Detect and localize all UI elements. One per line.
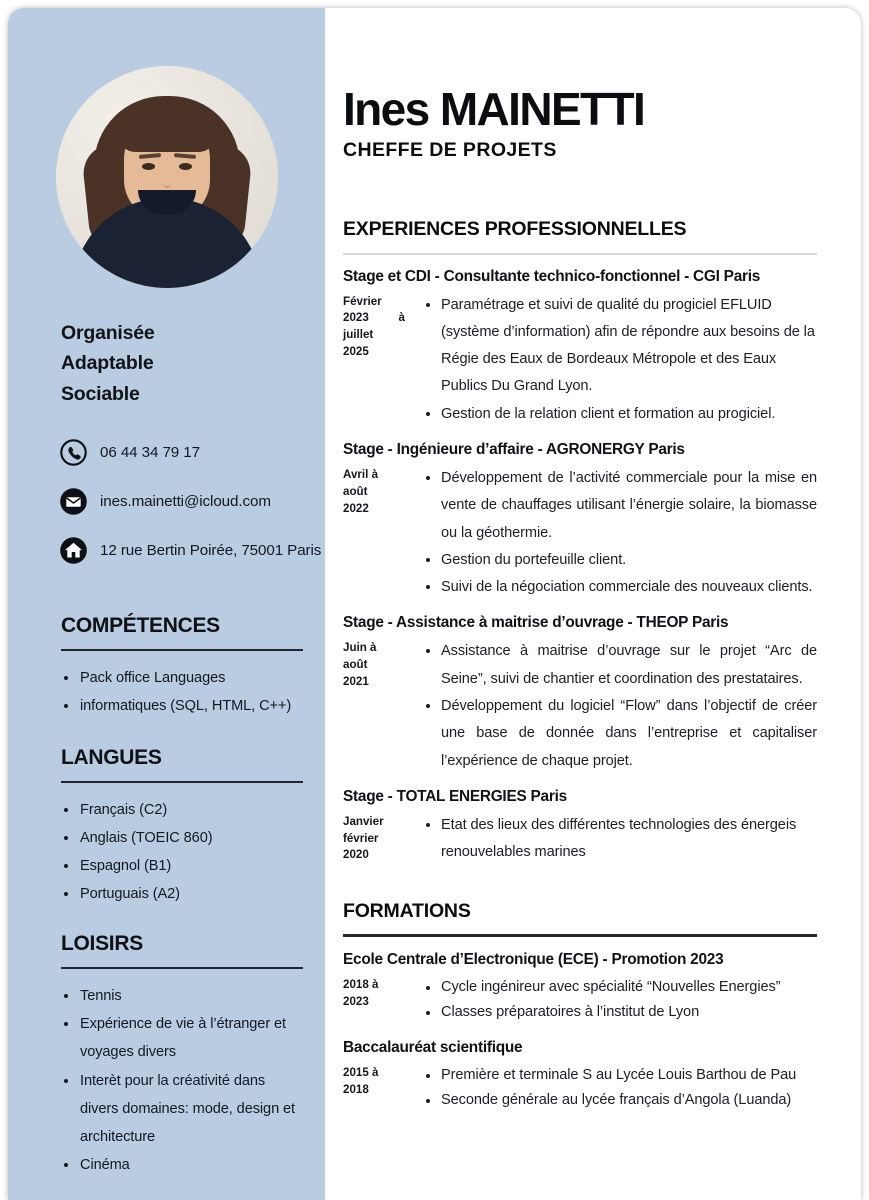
duty-item: Développement de l’activité commerciale pour la mise en vente de chauffages utilisant l’énergie solaire, la biomasse ou la géothermie.	[423, 465, 817, 547]
list-item: Cinéma	[61, 1151, 303, 1179]
job-dates	[343, 638, 405, 774]
date-line: juillet	[343, 328, 374, 342]
list-item: Interèt pour la créativité dans divers domaines: mode, design et architecture	[61, 1067, 303, 1151]
list-item: Pack office Languages	[61, 664, 303, 692]
phone-icon	[60, 439, 87, 466]
duty-item: Etat des lieux des différentes technologies des énergeis renouvelables marines	[423, 812, 817, 867]
date-line: 2023	[343, 994, 369, 1008]
duty-item: Développement du logiciel “Flow” dans l’objectif de créer une base de donnée dans l’entreprise et capitaliser l’expérience de chaque projet.	[423, 693, 817, 775]
formation-divider	[343, 934, 817, 936]
date-line: Juin à	[343, 641, 377, 655]
education-items	[405, 1063, 817, 1113]
section-title: LOISIRS	[61, 932, 143, 956]
job-dates	[343, 812, 405, 867]
experience-heading: EXPERIENCES PROFESSIONNELLES	[343, 218, 687, 240]
date-line: Février	[343, 294, 382, 308]
contact-phone[interactable]	[60, 439, 325, 466]
photo-fringe	[119, 110, 215, 152]
contact-list	[8, 439, 325, 564]
duty-item: Suivi de la négociation commerciale des nouveaux clients.	[423, 574, 817, 601]
date-line: août	[343, 658, 368, 672]
section-title: LANGUES	[61, 745, 162, 769]
photo-nose	[163, 176, 171, 188]
experience-item	[343, 788, 817, 867]
photo-eye-left	[142, 163, 155, 170]
section-divider	[61, 649, 303, 651]
date-line: 2020	[343, 848, 369, 862]
date-line: 2018	[343, 1082, 369, 1096]
job-duties	[405, 638, 817, 774]
education-detail: Classes préparatoires à l’institut de Lyon	[423, 1000, 817, 1025]
list-item: Tennis	[61, 982, 303, 1010]
first-name: Ines	[343, 83, 440, 135]
main-content	[325, 8, 861, 1200]
phone-value: 06 44 34 79 17	[100, 444, 200, 462]
envelope-icon	[60, 488, 87, 515]
education-dates	[343, 1063, 405, 1113]
email-value: ines.mainetti@icloud.com	[100, 493, 271, 511]
home-icon	[60, 537, 87, 564]
section-loisirs	[8, 932, 325, 1179]
experience-item	[343, 268, 817, 428]
education-item	[343, 1039, 817, 1113]
langues-list	[61, 796, 303, 909]
duty-item: Gestion de la relation client et formation au progiciel.	[423, 401, 817, 428]
job-title: Stage - Assistance à maitrise d’ouvrage - THEOP Paris	[343, 614, 729, 632]
duty-item: Paramétrage et suivi de qualité du progiciel EFLUID (système d’information) afin de répondre aux besoins de la Régie des Eaux de Bordeaux Métropole et des Eaux Publics Du Grand Lyon.	[423, 292, 817, 401]
job-role: CHEFFE DE PROJETS	[343, 139, 557, 161]
section-competences	[8, 614, 325, 720]
list-item: Espagnol (B1)	[61, 852, 303, 880]
job-title: Stage et CDI - Consultante technico-fonctionnel - CGI Paris	[343, 267, 761, 285]
date-line: 2021	[343, 675, 369, 688]
list-item: Expérience de vie à l’étranger et voyages divers	[61, 1010, 303, 1066]
formation-section	[343, 900, 817, 1113]
sidebar	[8, 8, 325, 1200]
date-line: 2023 à	[343, 311, 405, 325]
date-line: Janvier	[343, 814, 384, 828]
job-title: Stage - Ingénieure d’affaire - AGRONERGY Paris	[343, 441, 685, 458]
experience-section	[343, 218, 817, 866]
contact-address[interactable]	[60, 537, 325, 564]
job-duties	[405, 812, 817, 867]
education-items	[405, 975, 817, 1025]
education-detail: Cycle ingénireur avec spécialité “Nouvelles Energies”	[423, 975, 817, 1000]
list-item: Anglais (TOEIC 860)	[61, 824, 303, 852]
education-dates	[343, 975, 405, 1025]
date-line: février	[343, 831, 379, 845]
experience-divider	[343, 253, 817, 255]
job-dates	[343, 465, 405, 601]
contact-email[interactable]	[60, 488, 325, 515]
date-line: Avril à	[343, 468, 379, 481]
address-value: 12 rue Bertin Poirée, 75001 Paris	[100, 542, 322, 560]
experience-item	[343, 614, 817, 774]
last-name: MAINETTI	[439, 83, 645, 135]
trait-item: Sociable	[61, 382, 140, 405]
competences-list	[61, 664, 303, 720]
education-detail: Seconde générale au lycée français d’Angola (Luanda)	[423, 1088, 817, 1113]
resume-page	[8, 8, 861, 1200]
photo-eye-right	[179, 163, 192, 170]
date-line: août	[343, 484, 368, 498]
list-item: Portuguais (A2)	[61, 880, 303, 908]
section-divider	[61, 781, 303, 783]
date-line: 2015 à	[343, 1065, 379, 1079]
date-line: 2022	[343, 501, 369, 515]
formation-heading: FORMATIONS	[343, 900, 471, 923]
duty-item: Assistance à maitrise d’ouvrage sur le projet “Arc de Seine”, suivi de chantier et coordination des prestataires.	[423, 638, 817, 693]
trait-item: Organisée	[61, 322, 155, 344]
education-title: Ecole Centrale d’Electronique (ECE) - Promotion 2023	[343, 950, 724, 968]
job-duties	[405, 292, 817, 428]
section-divider	[61, 967, 303, 969]
date-line: 2018 à	[343, 977, 379, 991]
list-item: Français (C2)	[61, 796, 303, 824]
experience-item	[343, 441, 817, 601]
job-dates	[343, 292, 405, 428]
duty-item: Gestion du portefeuille client.	[423, 547, 817, 574]
job-duties	[405, 465, 817, 601]
date-line: 2025	[343, 344, 369, 358]
job-title: Stage - TOTAL ENERGIES Paris	[343, 787, 567, 805]
traits-list	[8, 318, 325, 409]
avatar	[56, 66, 278, 288]
section-title: COMPÉTENCES	[61, 614, 220, 638]
list-item: informatiques (SQL, HTML, C++)	[61, 692, 303, 720]
section-langues	[8, 746, 325, 909]
education-item	[343, 951, 817, 1025]
page-title	[343, 83, 817, 135]
education-detail: Première et terminale S au Lycée Louis Barthou de Pau	[423, 1063, 817, 1088]
loisirs-list	[61, 982, 303, 1179]
trait-item: Adaptable	[61, 352, 154, 375]
education-title: Baccalauréat scientifique	[343, 1038, 523, 1056]
